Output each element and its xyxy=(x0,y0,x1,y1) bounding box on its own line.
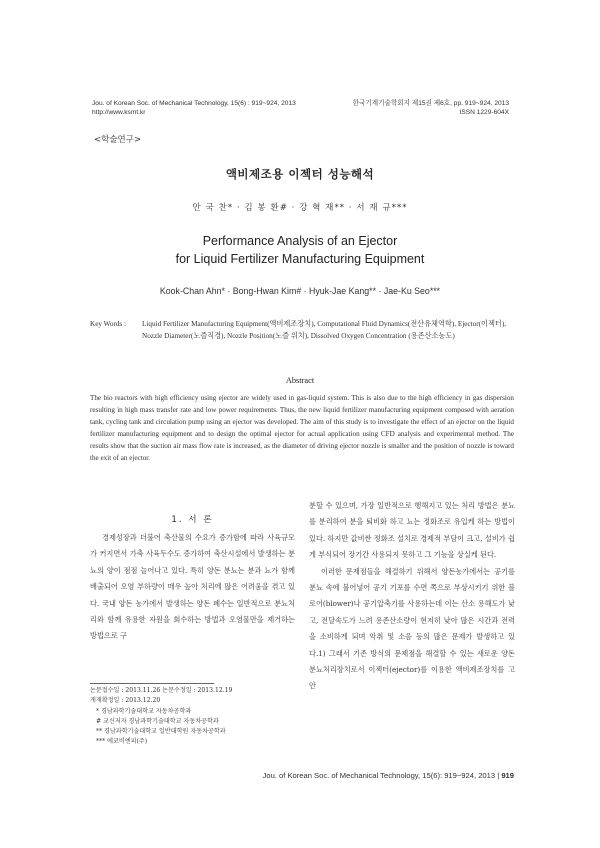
keywords-label: Key Words : xyxy=(90,320,127,328)
journal-url: http://www.ksmt.kr xyxy=(92,109,146,116)
english-title xyxy=(0,232,600,268)
intro-paragraph-1-continued: 분할 수 있으며, 가장 일반적으로 행해지고 있는 처리 방법은 분뇨를 분리하여 분을 퇴비화 하고 뇨는 정화조로 유입케 하는 방법이 있다. 하지만 값비싼 정화조 설치로 경제적 부담이 크고, 설비가 쉽게 부식되어 장기간 사용되지 못하고 그 기능을 상실케 된다. xyxy=(309,501,515,560)
footnotes xyxy=(90,686,310,748)
korean-authors: 안 국 찬* · 김 봉 환# · 강 혁 재** · 서 재 규*** xyxy=(192,203,408,213)
footer-citation: Jou. of Korean Soc. of Mechanical Technology, 15(6): 919~924, 2013 xyxy=(262,771,496,780)
left-column xyxy=(90,530,295,645)
korean-title: 액비제조용 이젝터 성능해석 xyxy=(225,167,375,181)
journal-citation: Jou. of Korean Soc. of Mechanical Technology, 15(6) : 919~924, 2013 xyxy=(92,100,296,107)
intro-paragraph-1: 경제성장과 더불어 축산물의 수요가 증가함에 따라 사육규모가 커지면서 가축 사육두수도 증가하여 축산시설에서 발생하는 분뇨의 양이 점점 늘어나고 있다. 특히 양돈 분뇨는 분과 뇨가 함께 배출되어 오염 부하량이 매우 높아 처리에 많은 어려움을 겪고 있다. 국내 양돈 농가에서 발생하는 양돈 폐수는 일반적으로 분뇨처리와 함께 유용한 자원을 회수하는 방법과 오염물만을 제거하는 방법으로 구 xyxy=(90,533,295,641)
journal-citation-korean: 한국기계기술학회지 제15권 제6호, pp. 919~924, 2013 xyxy=(352,100,509,107)
received-date: 논문접수일 : 2013.11.26 논문수정일 : 2013.12.19 xyxy=(90,687,233,694)
issn: ISSN 1229-604X xyxy=(459,109,509,116)
running-header-right xyxy=(353,99,509,117)
accepted-date: 게재확정일 : 2013.12.20 xyxy=(90,697,161,705)
affiliation-footnote-3: ** 경남과학기술대학교 일반대학원 자동차공학과 xyxy=(96,728,226,736)
page-number: 919 xyxy=(501,771,514,780)
english-title-line1: Performance Analysis of an Ejector xyxy=(202,234,398,248)
abstract-body: The bio reactors with high efficiency using ejector are widely used in gas-liquid system. This is also due to the high efficiency in gas dispersion resulting in high mass transfer rate and low power requirements. Thus, the new liquid fertilizer manufacturing equipment composed with aeration tank, cycling tank and circulation pump using an ejector was developed. The aim of this study is to investigate the effect of an ejector on the liquid fertilizer manufacturing equipment and to design the optimal ejector for actual application using CFD analysis and experimental method. The results show that the suction air mass flow rate is increased, as the diameter of driving ejector nozzle is smaller and the position of nozzle is toward the exit of an ejector. xyxy=(90,394,514,463)
article-category: <학술연구> xyxy=(94,135,142,145)
keywords-block xyxy=(90,318,515,342)
affiliation-footnote-1: * 경남과학기술대학교 자동차공학과 xyxy=(96,707,192,715)
footnote-divider xyxy=(90,683,214,684)
page-footer xyxy=(263,771,514,780)
affiliation-footnote-4: *** 에코비엔피(주) xyxy=(96,738,148,746)
section-heading-introduction: 1. 서 론 xyxy=(171,515,214,525)
english-title-line2: for Liquid Fertilizer Manufacturing Equipment xyxy=(175,252,425,266)
intro-paragraph-2: 이러한 문제점들을 해결하기 위해서 양돈농가에서는 공기를 분뇨 속에 불어넣어 공기 기포를 수면 쪽으로 부상시키기 위한 블로어(blower)나 공기압축기를 사용하는데 이는 산소 용해도가 낮고, 전달속도가 느려 용존산소량이 현저히 낮아 많은 시간과 전력을 소비하게 되며 악취 및 소음 등의 많은 문제가 발생하고 있다.1) 그래서 기존 방식의 문제점을 해결할 수 있는 새로운 양돈 분뇨처리장치로서 이젝터(ejector)를 이용한 액비제조장치를 고안 xyxy=(309,566,515,691)
running-header-left xyxy=(92,99,296,117)
keywords-text: Liquid Fertilizer Manufacturing Equipment(액비제조장치), Computational Fluid Dynamics(전산유체역학), Ejector(이젝터), Nozzle Diameter(노즐직경), Nozzle Position(노즐 위치), Dissolved Oxygen Concentration (용존산소농도) xyxy=(142,320,507,340)
footer-separator: | xyxy=(497,771,500,780)
affiliation-footnote-2: # 교신저자 경남과학기술대학교 자동차공학과 xyxy=(96,717,219,725)
english-authors: Kook-Chan Ahn* · Bong-Hwan Kim# · Hyuk-Jae Kang** · Jae-Ku Seo*** xyxy=(159,286,441,296)
abstract-heading: Abstract xyxy=(285,376,315,385)
right-column xyxy=(309,498,515,695)
